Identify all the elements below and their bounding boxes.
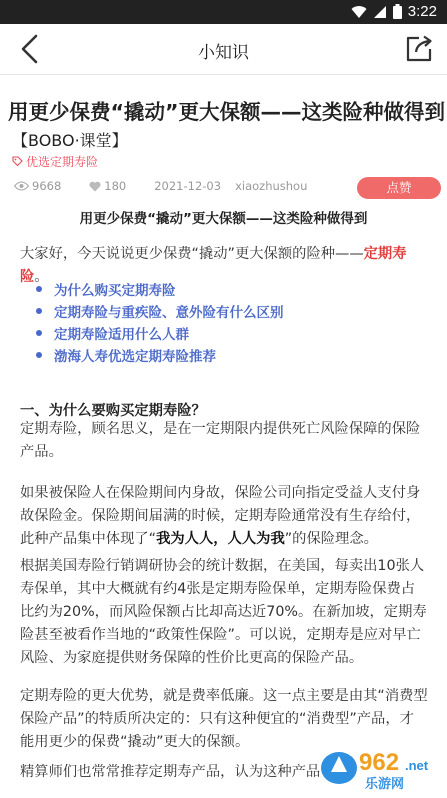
wifi-icon [351, 5, 367, 19]
nav-bar [0, 24, 447, 75]
p2-text-1: 如果被保险人在保险期间内身故，保险公司向指定受益人支付身故保险金。保险期间届满的时候，定期寿险通常没有生存给付，此种产品集中体现了“ [20, 485, 421, 547]
intro-prefix: 大家好，今天说说更少保费“撬动”更大保额的险种—— [20, 246, 364, 262]
paragraph-4: 定期寿险的更大优势，就是费率低廉。这一点主要是由其“消费型保险产品”的特质所决定的：只有这种便宜的“消费型”产品，才能用更少的保费“撬动”更大的保额。 [20, 688, 428, 750]
section-heading: 一、为什么要购买定期寿险？ [20, 403, 206, 419]
site-watermark [317, 742, 443, 794]
status-bar [0, 0, 447, 24]
table-of-contents [36, 279, 284, 367]
paragraph-5: 精算师们也常常推荐定期寿产品，认为这种产品 [20, 764, 321, 780]
p2-bold: 我为人人，人人为我 [156, 531, 285, 547]
article-author: xiaozhushou [235, 179, 308, 193]
svg-text:962: 962 [359, 749, 400, 776]
tag-label: 优选定期寿险 [26, 155, 99, 169]
battery-icon [393, 4, 402, 19]
status-icons [351, 3, 437, 20]
share-icon[interactable] [403, 33, 435, 65]
like-button[interactable]: 点赞 [357, 177, 441, 199]
views-count [14, 179, 75, 193]
intro-highlight[interactable]: 定期寿险 [20, 246, 407, 285]
article-title: 用更少保费“撬动”更大保额——这类险种做得到 [8, 100, 445, 124]
page-title: 小知识 [198, 43, 249, 63]
paragraph-2 [20, 482, 428, 551]
toc-item[interactable]: 定期寿险与重疾险、意外险有什么区别 [36, 301, 284, 323]
likes-value: 180 [104, 179, 127, 193]
article-meta [14, 179, 321, 193]
heart-icon [89, 181, 101, 192]
article-tag[interactable] [12, 153, 98, 170]
body-title: 用更少保费“撬动”更大保额——这类险种做得到 [79, 211, 368, 227]
toc-item[interactable]: 渤海人寿优选定期寿险推荐 [36, 345, 284, 367]
svg-text:.net: .net [405, 758, 429, 773]
eye-icon [14, 181, 29, 191]
watermark-logo-icon [317, 742, 443, 794]
paragraph-1: 定期寿险，顾名思义，是在一定期限内提供死亡风险保障的保险产品。 [20, 421, 421, 460]
article-subtitle: 【BOBO·课堂】 [12, 131, 128, 150]
signal-icon [373, 5, 387, 19]
tag-icon [12, 156, 23, 167]
svg-text:乐游网: 乐游网 [365, 777, 405, 792]
article-date: 2021-12-03 [154, 179, 222, 193]
toc-item[interactable]: 定期寿险适用什么人群 [36, 323, 284, 345]
paragraph-3: 根据美国寿险行销调研协会的统计数据，在美国，每卖出10张人寿保单，其中大概就有约4张是定期寿险保单，定期寿险保费占比约为20%，而风险保额占比却高达近70%。在新加坡，定期寿险甚至被看作当地的“政策性保险”。可以说，定期寿是应对早亡风险、为家庭提供财务保障的性价比更高的保险产品。 [20, 558, 427, 666]
views-value: 9668 [32, 179, 62, 193]
likes-count [89, 179, 140, 193]
intro-suffix: 。 [34, 269, 49, 285]
toc-item[interactable]: 为什么购买定期寿险 [36, 279, 284, 301]
p2-text-2: ”的保险理念。 [284, 531, 378, 547]
status-time: 3:22 [407, 3, 437, 20]
